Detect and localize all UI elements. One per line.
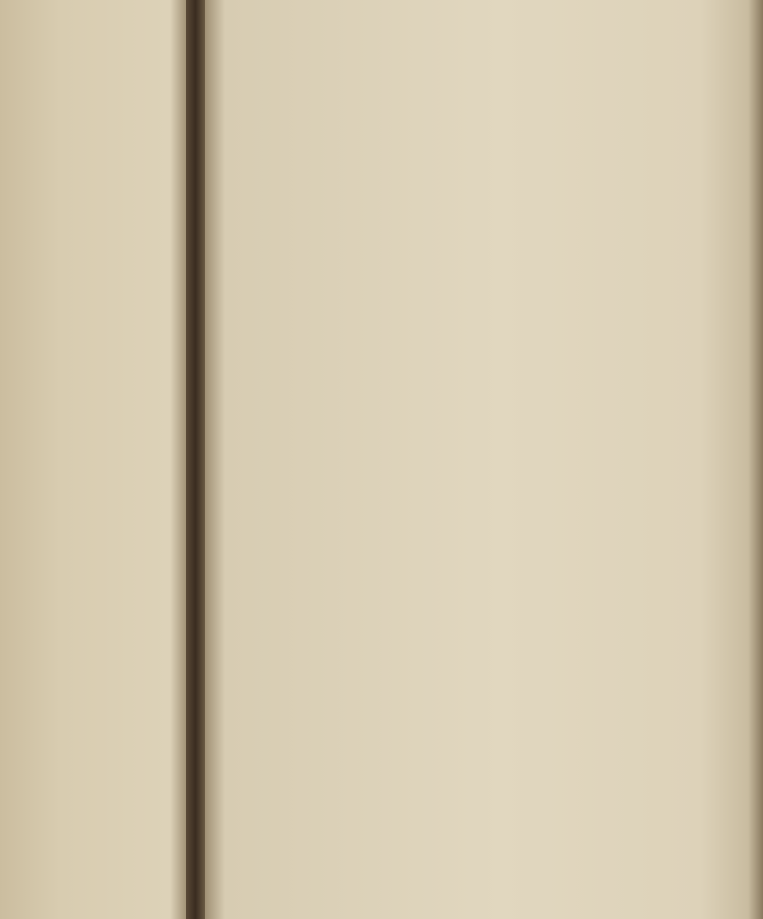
book-spine-gutter xyxy=(186,0,205,919)
